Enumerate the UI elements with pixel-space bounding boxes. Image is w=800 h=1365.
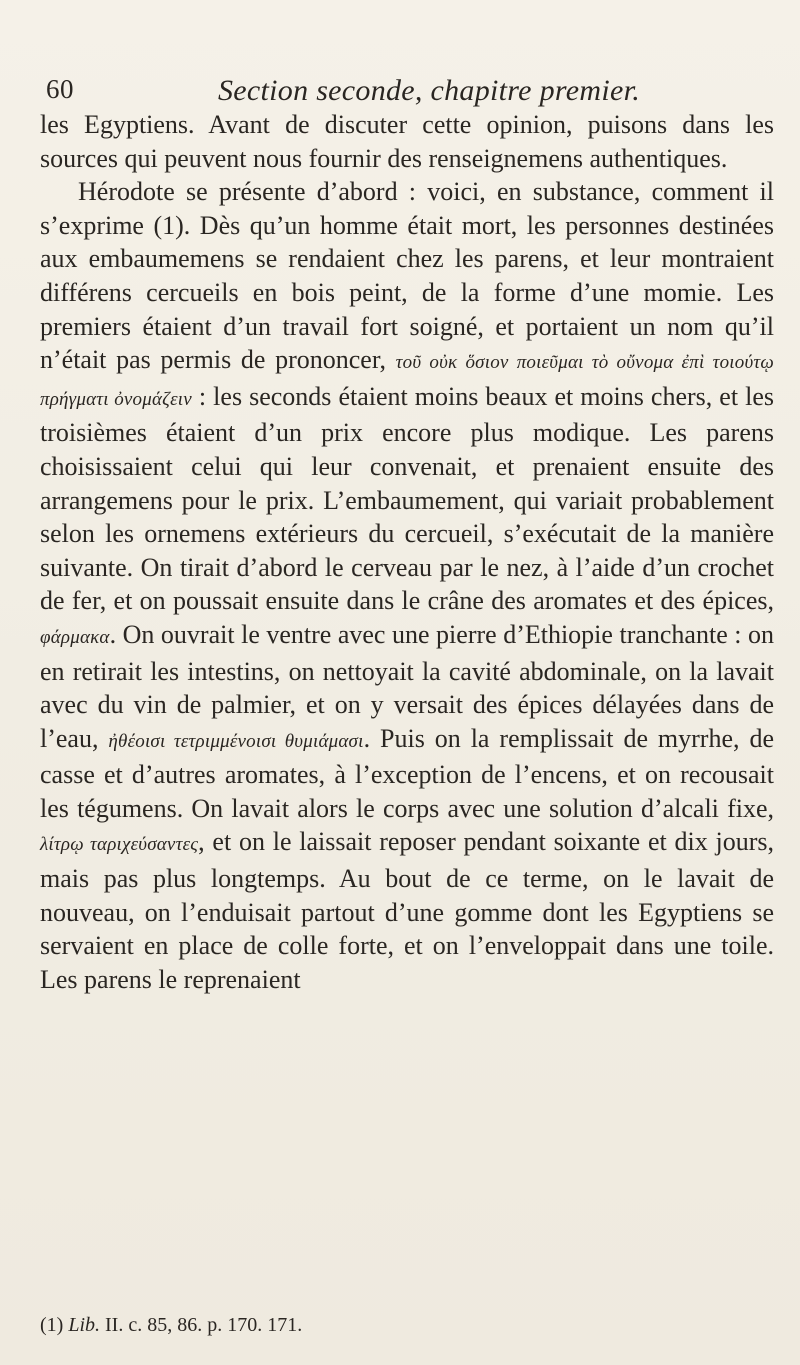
paragraph-continuation: les Egyptiens. Avant de discuter cette opinion, puisons dans les sources qui peuvent nous fournir des renseignemens authentiques. xyxy=(40,110,774,173)
greek-term: λίτρῳ ταριχεύσαντες xyxy=(40,834,199,856)
body-text xyxy=(40,108,774,996)
greek-term: ἠθέοισι τετριμμένοισι θυμιάμασι xyxy=(108,730,364,752)
footnote xyxy=(40,1311,760,1339)
running-title: Section seconde, chapitre premier. xyxy=(218,74,641,107)
greek-quote: τοῦ οὐκ ὅσιον ποιεῦμαι τὸ οὔνομα ἐπὶ τοιούτῳ πρήγματι ὀνομάζειν xyxy=(40,352,774,410)
footnote-reference: II. c. 85, 86. p. 170. 171. xyxy=(105,1314,303,1336)
paragraph-text: Hérodote se présente d’abord : voici, en substance, comment il s’exprime (1). Dès qu’un homme était mort, les personnes destinées aux embaumemens se rendaient chez les parens, et leur montraient différens cercueils en bois peint, de la forme d’une momie. Les premiers étaient d’un travail fort soigné, et portaient un nom qu’il n’était pas permis de prononcer, xyxy=(40,177,774,375)
paragraph-herodotus xyxy=(40,175,774,996)
footnote-lib: Lib. xyxy=(68,1314,101,1336)
paragraph-text: , et on le laissait reposer pendant soixante et dix jours, mais pas plus longtemps. Au bout de ce terme, on le lavait de nouveau, on l’enduisait partout d’une gomme dont les Egyptiens se servaient en place de colle forte, et on l’enveloppait dans une toile. Les parens le reprenaient xyxy=(40,827,774,994)
greek-term: φάρμακα xyxy=(40,626,110,648)
footnote-mark: (1) xyxy=(40,1314,64,1336)
paragraph-text: . On ouvrait le ventre avec une pierre d’Ethiopie tranchante : on en retirait les intestins, on nettoyait la cavité abdominale, on la lavait avec du vin de palmier, et on y versait des épices délayées dans de l’eau, xyxy=(40,619,774,753)
paragraph-text: : les seconds étaient moins beaux et moins chers, et les troisièmes étaient d’un prix encore plus modique. Les parens choisissaient celui qui leur convenait, et prenaient ensuite des arrangemens pour le prix. L’embaumement, qui variait probablement selon les ornemens extérieurs du cercueil, s’exécutait de la manière suivante. On tirait d’abord le cerveau par le nez, à l’aide d’un crochet de fer, et on poussait ensuite dans le crâne des aromates et des épices, xyxy=(40,381,774,616)
paragraph-text: . Puis on la remplissait de myrrhe, de casse et d’autres aromates, à l’exception de l’encens, et on recousait les tégumens. On lavait alors le corps avec une solution d’alcali fixe, xyxy=(40,723,774,823)
page-number: 60 xyxy=(46,74,74,104)
